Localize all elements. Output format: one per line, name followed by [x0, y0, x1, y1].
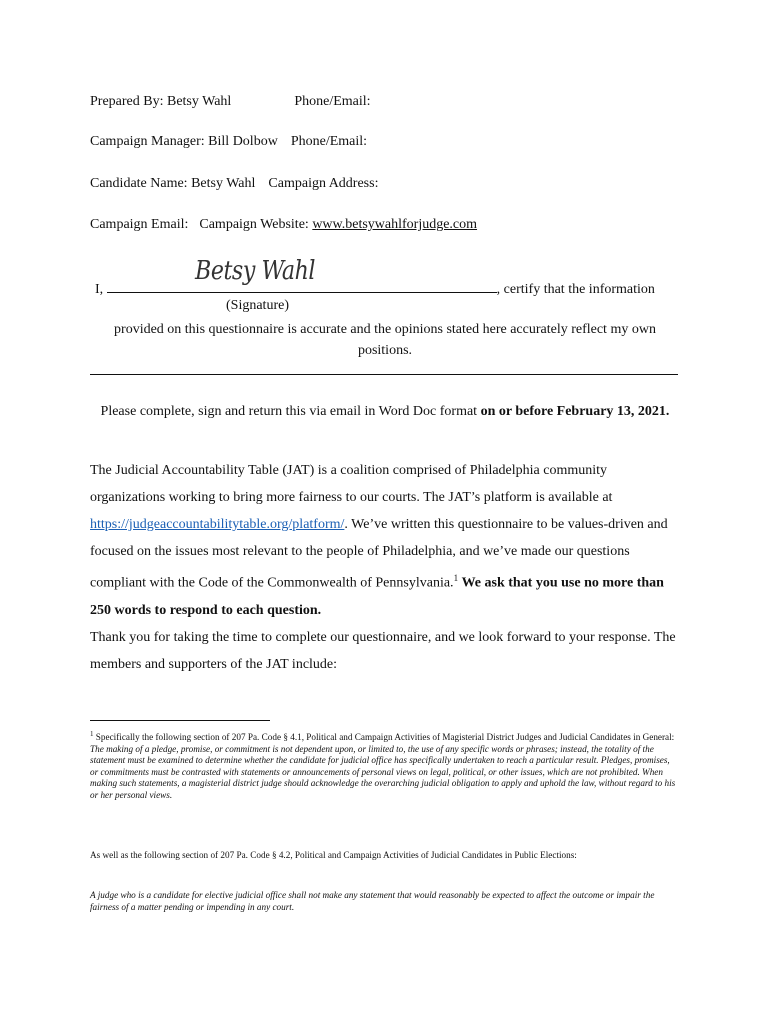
prepared-by: Prepared By: Betsy Wahl	[90, 94, 232, 109]
candidate-name: Candidate Name: Betsy Wahl	[90, 176, 256, 191]
signature-line	[107, 256, 497, 293]
campaign-email-line	[90, 217, 477, 233]
campaign-manager: Campaign Manager: Bill Dolbow	[90, 134, 278, 149]
body-p1-b: . We’ve written this questionnaire to be values-driven and focused on the issues most relevant to the people of Philadelphia, and we’ve made our questions compliant with the Code of the Commonwealth of Pennsylvania.	[90, 517, 668, 591]
manager-phone-label: Phone/Email:	[290, 134, 368, 149]
body-p2: Thank you for taking the time to complete our questionnaire, and we look forward to your response. The members and supporters of the JAT include:	[90, 629, 676, 672]
campaign-email-label: Campaign Email:	[90, 217, 189, 232]
footnote-marker: 1	[90, 730, 94, 738]
footnote-1-text: Specifically the following section of 207 Pa. Code § 4.1, Political and Campaign Activities of Magisterial District Judges and Judicial Candidates in General:	[95, 732, 675, 743]
divider	[90, 374, 678, 375]
body-paragraph	[90, 457, 680, 678]
footnote-1-quote: The making of a pledge, promise, or commitment is not dependent upon, or limited to, the use of any specific words or phrases; instead, the totality of the statement must be examined to determine whether the candidate for judicial office has specifically undertaken to reach a particular result. Pledges, promises, or commitments must be contrasted with statements or announcements of personal views on legal, political, or other issues, which are not prohibited. When making such statements, a magisterial district judge should acknowledge the overarching judicial obligation to apply and uphold the law, without regard to his or her personal views.	[90, 743, 676, 800]
candidate-name-line	[90, 176, 378, 192]
footnote-separator	[90, 720, 270, 721]
cert-prefix: I,	[95, 282, 104, 297]
footnote-1	[90, 729, 680, 801]
footnote-2-quote-block	[90, 890, 680, 913]
instructions	[90, 401, 680, 422]
footnote-2	[90, 850, 680, 862]
word-limit-notice: We ask that you use no more than 250 words to respond to each question.	[90, 575, 664, 618]
certification-statement: provided on this questionnaire is accurate and the opinions stated here accurately reflect my own positions.	[114, 322, 656, 358]
prepared-phone-label: Phone/Email:	[294, 94, 371, 109]
footnote-ref: 1	[453, 573, 459, 583]
prepared-by-line	[90, 94, 371, 110]
certification-row	[95, 256, 655, 298]
body-p1-a: The Judicial Accountability Table (JAT) is a coalition comprised of Philadelphia community organizations working to bring more fairness to our courts. The JAT’s platform is available at	[90, 463, 613, 505]
campaign-manager-line	[90, 134, 367, 150]
campaign-address-label: Campaign Address:	[268, 176, 379, 191]
footnote-2-text: As well as the following section of 207 Pa. Code § 4.2, Political and Campaign Activities of Judicial Candidates in Public Elections:	[90, 850, 577, 860]
platform-link[interactable]: https://judgeaccountabilitytable.org/platform/	[90, 517, 345, 532]
handwritten-signature: Betsy Wahl	[194, 256, 315, 286]
instructions-deadline: on or before February 13, 2021.	[480, 404, 670, 419]
cert-suffix: , certify that the information	[496, 282, 655, 297]
campaign-website-link[interactable]: www.betsywahlforjudge.com	[312, 217, 478, 232]
footnote-2-quote: A judge who is a candidate for elective judicial office shall not make any statement that would reasonably be expected to affect the outcome or impair the fairness of a matter pending or impending in any court.	[90, 890, 655, 912]
instructions-text: Please complete, sign and return this via email in Word Doc format	[100, 404, 478, 419]
signature-caption: (Signature)	[226, 298, 289, 313]
campaign-website-label: Campaign Website:	[199, 217, 309, 232]
